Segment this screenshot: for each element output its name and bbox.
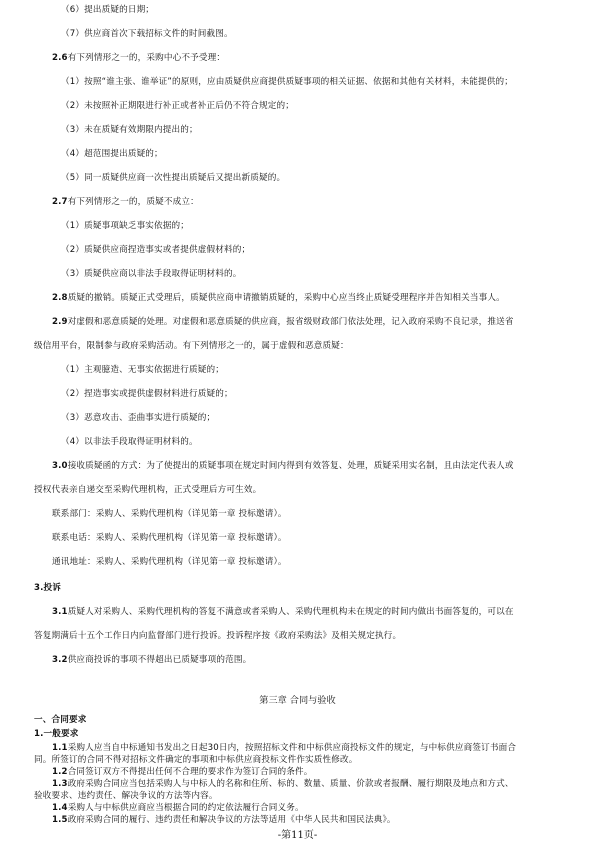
clause-2-8 (52, 292, 505, 304)
text-line: （4）以非法手段取得证明材料的。 (61, 437, 198, 447)
text-line: 联系部门：采购人、采购代理机构（详见第一章 投标邀请）。 (52, 509, 287, 519)
text-line: 答复期满后十五个工作日内向监督部门进行投诉。投诉程序按《政府采购法》及相关规定执行。 (34, 631, 402, 641)
text-line: （3）质疑供应商以非法手段取得证明材料的。 (61, 269, 242, 279)
clause-number: 1.4 (52, 803, 68, 813)
text-line: （1）按照“谁主张、谁举证”的原则，应由质疑供应商提供质疑事项的相关证据、依据和其他有关材料，未能提供的； (61, 77, 514, 87)
clause-number: 1.5 (52, 815, 68, 825)
clause-2-7 (52, 196, 199, 208)
subsection-heading-1 (34, 728, 79, 740)
clause-3-0 (52, 460, 514, 472)
heading-text: 投诉 (43, 583, 62, 593)
text-line: （3）恶意攻击、歪曲事实进行质疑的； (61, 413, 216, 423)
text-line: 授权代表亲自递交至采购代理机构，正式受理后方可生效。 (34, 485, 262, 495)
page-number: -第11页- (277, 830, 318, 841)
text-line: 同。所签订的合同不得对招标文件确定的事项和中标供应商投标文件作实质性修改。 (34, 755, 358, 765)
clause-number: 1.3 (52, 779, 68, 789)
clause-number: 2.7 (52, 197, 68, 207)
clause-line (52, 802, 304, 814)
clause-text: 接收质疑函的方式：为了使提出的质疑事项在规定时间内得到有效答复、处理，质疑采用实名制，且由法定代表人或 (67, 461, 514, 471)
text-line: （2）未按照补正期限进行补正或者补正后仍不符合规定的； (61, 101, 294, 111)
chapter-title: 第三章 合同与验收 (259, 695, 336, 706)
clause-line (34, 790, 218, 802)
text-line: （2）质疑供应商捏造事实或者提供虚假材料的； (61, 245, 251, 255)
clause-line (52, 778, 514, 790)
section-heading-3 (34, 582, 61, 594)
clause-3-2 (52, 654, 251, 666)
clause-1-1 (52, 742, 516, 754)
clause-number: 2.6 (52, 53, 68, 63)
clause-text: 对虚假和恶意质疑的处理。对虚假和恶意质疑的供应商，报省级财政部门依法处理，记入政府采购不良记录，推送省 (67, 317, 514, 327)
text-line: （2）捏造事实或提供虚假材料进行质疑的； (61, 389, 233, 399)
section-heading: 一、合同要求 (34, 715, 87, 725)
clause-number: 2.8 (52, 293, 68, 303)
clause-text: 验收要求、违约责任、解决争议的方法等内容。 (34, 791, 218, 801)
clause-2-6 (52, 52, 225, 64)
clause-2-9 (52, 316, 514, 328)
clause-text: 质疑的撤销。质疑正式受理后，质疑供应商申请撤销质疑的，采购中心应当终止质疑受理程序并告知相关当事人。 (67, 293, 505, 303)
clause-3-1 (52, 606, 514, 618)
clause-number: 3. (34, 583, 44, 593)
text-line: 级信用平台，限制参与政府采购活动。有下列情形之一的，属于虚假和恶意质疑： (34, 341, 349, 351)
clause-text: 质疑人对采购人、采购代理机构的答复不满意或者采购人、采购代理机构未在规定的时间内做出书面答复的，可以在 (67, 607, 514, 617)
text-line: （6）提出质疑的日期； (61, 5, 155, 15)
text-line: （7）供应商首次下载招标文件的时间截图。 (61, 29, 233, 39)
clause-number: 1.1 (52, 743, 68, 753)
clause-number: 1.2 (52, 767, 68, 777)
text-line: （4）超范围提出质疑的； (61, 149, 163, 159)
clause-number: 3.1 (52, 607, 68, 617)
clause-text: 供应商投诉的事项不得超出已质疑事项的范围。 (67, 655, 252, 665)
clause-text: 政府采购合同应当包括采购人与中标人的名称和住所、标的、数量、质量、价款或者报酬、履行期限及地点和方式、 (67, 779, 514, 789)
clause-number: 1. (34, 729, 44, 739)
clause-number: 2.9 (52, 317, 68, 327)
text-line: （3）未在质疑有效期限内提出的； (61, 125, 198, 135)
clause-line (52, 814, 396, 826)
clause-number: 3.2 (52, 655, 68, 665)
text-line: （1）质疑事项缺乏事实依据的； (61, 221, 190, 231)
text-line: （1）主观臆造、无事实依据进行质疑的； (61, 365, 225, 375)
clause-text: 有下列情形之一的，采购中心不予受理： (67, 53, 226, 63)
clause-text: 采购人应当自中标通知书发出之日起30日内，按照招标文件和中标供应商投标文件的规定，与中标供应商签订书面合 (67, 743, 517, 753)
clause-text: 采购人与中标供应商应当根据合同的约定依法履行合同义务。 (67, 803, 304, 813)
text-line: 联系电话：采购人、采购代理机构（详见第一章 投标邀请）。 (52, 533, 287, 543)
clause-1-2 (52, 766, 313, 778)
heading-text: 一般要求 (43, 729, 79, 739)
clause-text: 合同签订双方不得提出任何不合理的要求作为签订合同的条件。 (67, 767, 313, 777)
clause-number: 3.0 (52, 461, 68, 471)
text-line: 通讯地址：采购人、采购代理机构（详见第一章 投标邀请）。 (52, 557, 287, 567)
clause-text: 政府采购合同的履行、违约责任和解决争议的方法等适用《中华人民共和国民法典》。 (67, 815, 396, 825)
text-line: （5）同一质疑供应商一次性提出质疑后又提出新质疑的。 (61, 173, 286, 183)
clause-text: 有下列情形之一的，质疑不成立： (67, 197, 199, 207)
